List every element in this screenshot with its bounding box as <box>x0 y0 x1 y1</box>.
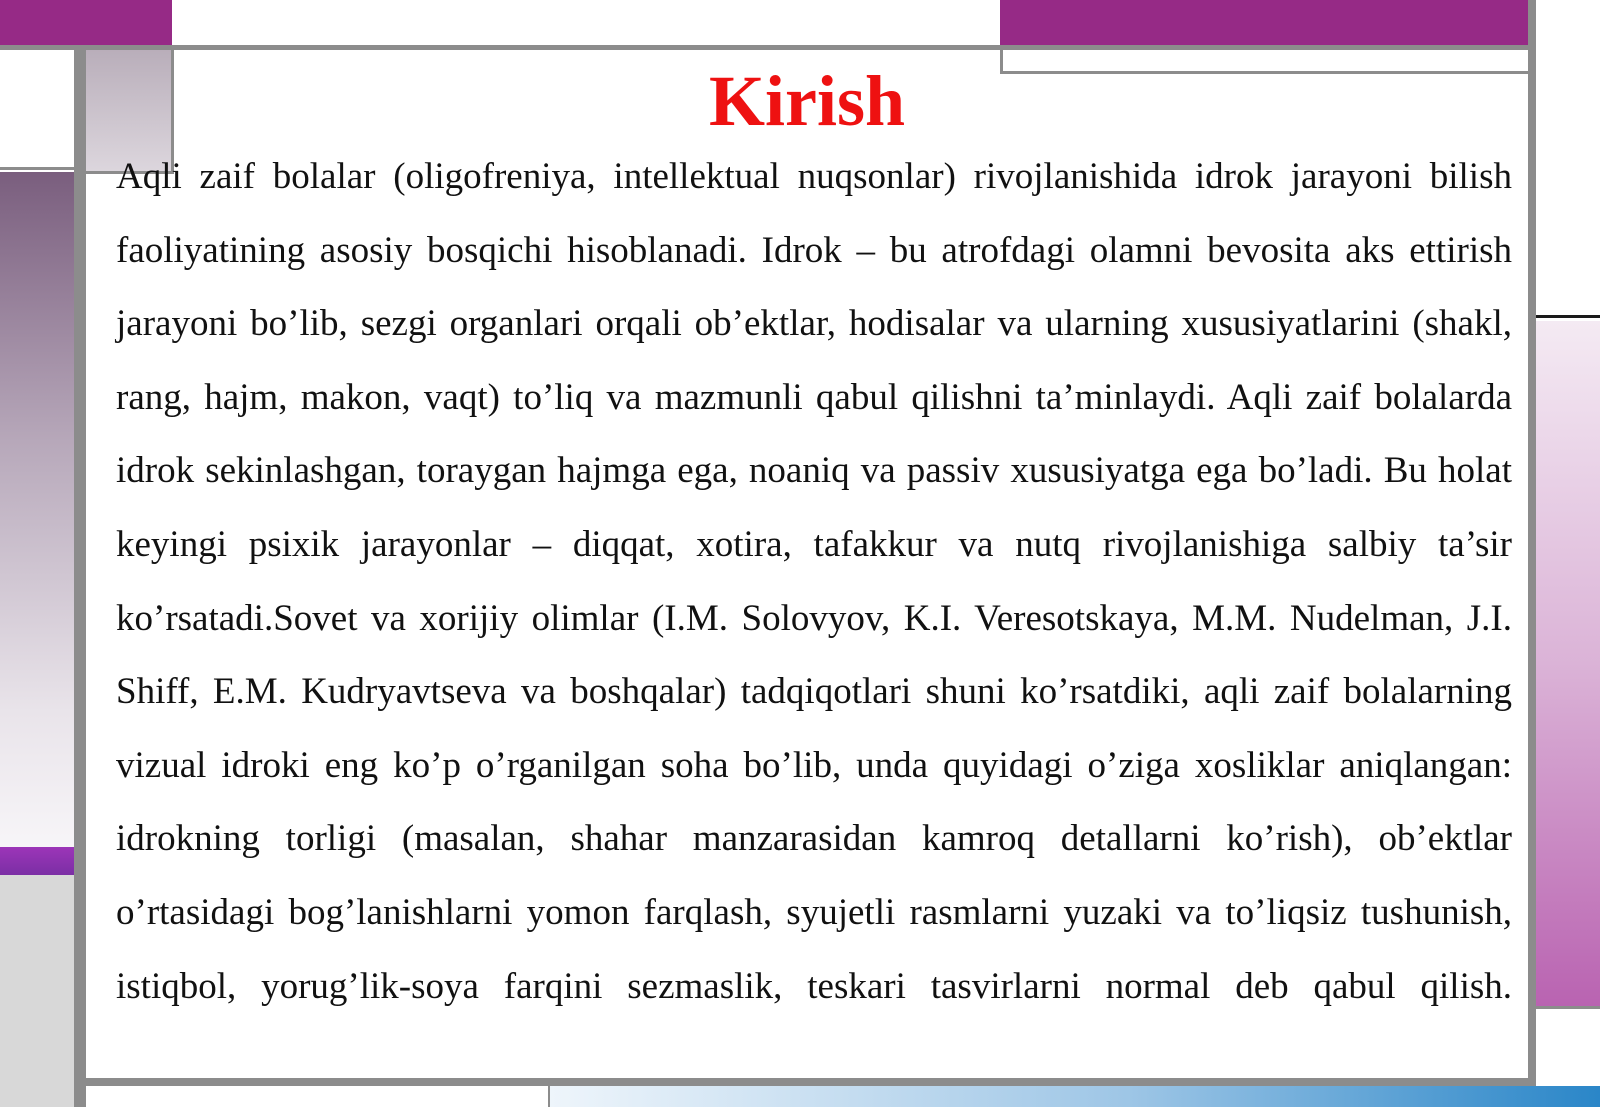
right-column-gradient-panel <box>1536 321 1600 1009</box>
left-column-top-box <box>0 50 74 170</box>
top-left-accent-bar <box>0 0 172 46</box>
left-column-bottom-panel <box>0 875 74 1107</box>
left-column-purple-band <box>0 847 74 875</box>
right-vertical-divider <box>1528 0 1536 1107</box>
right-column-top-box <box>1536 0 1600 318</box>
bottom-divider <box>74 1078 1536 1086</box>
left-vertical-divider <box>74 46 86 1107</box>
slide-body-text: Aqli zaif bolalar (oligofreniya, intellektual nuqsonlar) rivojlanishida idrok jarayoni bilish faoliyatining asosiy bosqichi hisoblanadi. Idrok – bu atrofdagi olamni bevosita aks ettirish jarayoni bo’lib, sezgi organlari orqali ob’ektlar, hodisalar va ularning xususiyatlarini (shakl, rang, hajm, makon, vaqt) to’liq va mazmunli qabul qilishni ta’minlaydi. Aqli zaif bolalarda idrok sekinlashgan, toraygan hajmga ega, noaniq va passiv xususiyatga ega bo’ladi. Bu holat keyingi psixik jarayonlar – diqqat, xotira, tafakkur va nutq rivojlanishiga salbiy ta’sir ko’rsatadi.Sovet va xorijiy olimlar (I.M. Solovyov, K.I. Veresotskaya, M.M. Nudelman, J.I. Shiff, E.M. Kudryavtseva va boshqalar) tadqiqotlari shuni ko’rsatdiki, aqli zaif bolalarning vizual idroki eng ko’p o’rganilgan soha bo’lib, unda quyidagi o’ziga xosliklar aniqlangan: idrokning torligi (masalan, shahar manzarasidan kamroq detallarni ko’rish), ob’ektlar o’rtasidagi bog’lanishlarni yomon farqlash, syujetli rasmlarni yuzaki va to’liqsiz tushunish, istiqbol, yorug’lik-soya farqini sezmaslik, teskari tasvirlarni normal deb qabul qilish. <box>116 156 1512 1007</box>
left-column-gradient-panel <box>0 172 74 847</box>
bottom-blue-accent-bar <box>548 1086 1600 1107</box>
slide-title: Kirish <box>708 61 906 141</box>
top-right-accent-bar <box>1000 0 1530 46</box>
